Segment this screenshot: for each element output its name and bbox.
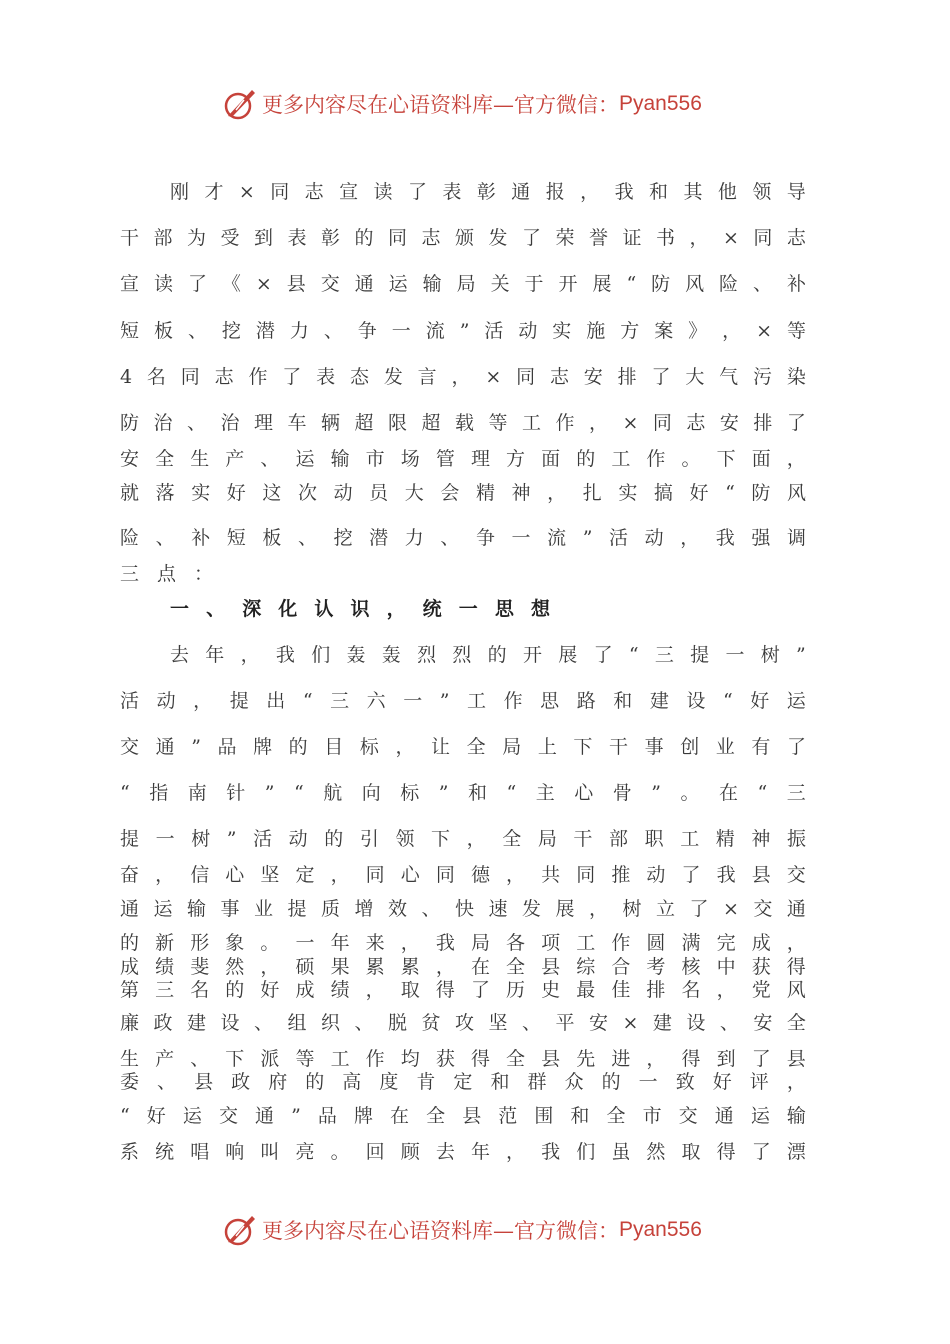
text-line: 险 、 补 短 板 、 挖 潜 力 、 争 一 流 ” 活 动 ， 我 强 调: [120, 527, 806, 549]
text-line: 4 名 同 志 作 了 表 态 发 言 ， × 同 志 安 排 了 大 气 污 染: [120, 366, 806, 388]
quill-logo-icon: [222, 1212, 258, 1248]
text-line: 活 动 ， 提 出 “ 三 六 一 ” 工 作 思 路 和 建 设 “ 好 运: [120, 690, 806, 712]
text-line: 第 三 名 的 好 成 绩 ， 取 得 了 历 史 最 佳 排 名 ， 党 风: [120, 979, 806, 1001]
text-line: 就 落 实 好 这 次 动 员 大 会 精 神 ， 扎 实 搞 好 “ 防 风: [120, 482, 806, 504]
text-line: 委 、 县 政 府 的 高 度 肯 定 和 群 众 的 一 致 好 评 ，: [120, 1071, 806, 1093]
text-line: 奋 ， 信 心 坚 定 ， 同 心 同 德 ， 共 同 推 动 了 我 县 交: [120, 864, 806, 886]
text-line: “ 指 南 针 ” “ 航 向 标 ” 和 “ 主 心 骨 ” 。 在 “ 三: [120, 782, 806, 804]
text-line: 通 运 输 事 业 提 质 增 效 、 快 速 发 展 ， 树 立 了 × 交 通: [120, 898, 806, 920]
text-line: 成 绩 斐 然 ， 硕 果 累 累 ， 在 全 县 综 合 考 核 中 获 得: [120, 956, 806, 978]
section-heading: 一 、 深 化 认 识 ， 统 一 思 想: [170, 598, 550, 620]
text-line: 系 统 唱 响 叫 亮 。 回 顾 去 年 ， 我 们 虽 然 取 得 了 漂: [120, 1141, 806, 1163]
banner-content: [222, 1210, 702, 1250]
quill-logo-icon: [222, 86, 258, 122]
banner-content: [222, 84, 702, 124]
banner-handle: Pyan556: [619, 1218, 702, 1241]
text-line: 提 一 树 ” 活 动 的 引 领 下 ， 全 局 干 部 职 工 精 神 振: [120, 828, 806, 850]
text-line: “ 好 运 交 通 ” 品 牌 在 全 县 范 围 和 全 市 交 通 运 输: [120, 1105, 806, 1127]
text-line: 刚 才 × 同 志 宣 读 了 表 彰 通 报 ， 我 和 其 他 领 导: [170, 181, 806, 203]
text-line: 去 年 ， 我 们 轰 轰 烈 烈 的 开 展 了 “ 三 提 一 树 ”: [170, 644, 806, 666]
text-line: 生 产 、 下 派 等 工 作 均 获 得 全 县 先 进 ， 得 到 了 县: [120, 1048, 806, 1070]
text-line: 短 板 、 挖 潜 力 、 争 一 流 ” 活 动 实 施 方 案 》 ， × 等: [120, 320, 806, 342]
text-line: 安 全 生 产 、 运 输 市 场 管 理 方 面 的 工 作 。 下 面 ，: [120, 448, 806, 470]
banner-handle: Pyan556: [619, 92, 702, 115]
banner-text: 更多内容尽在心语资料库—官方微信：: [262, 1219, 619, 1243]
text-line: 的 新 形 象 。 一 年 来 ， 我 局 各 项 工 作 圆 满 完 成 ，: [120, 932, 806, 954]
text-line: 干 部 为 受 到 表 彰 的 同 志 颁 发 了 荣 誉 证 书 ， × 同 志: [120, 227, 806, 249]
text-line: 宣 读 了 《 × 县 交 通 运 输 局 关 于 开 展 “ 防 风 险 、 补: [120, 273, 806, 295]
banner-text: 更多内容尽在心语资料库—官方微信：: [262, 93, 619, 117]
text-line: 交 通 ” 品 牌 的 目 标 ， 让 全 局 上 下 干 事 创 业 有 了: [120, 736, 806, 758]
footer-banner: [0, 1210, 950, 1250]
text-line: 防 治 、 治 理 车 辆 超 限 超 载 等 工 作 ， × 同 志 安 排 了: [120, 412, 806, 434]
text-line: 三 点 ：: [120, 563, 214, 585]
text-line: 廉 政 建 设 、 组 织 、 脱 贫 攻 坚 、 平 安 × 建 设 、 安 全: [120, 1012, 806, 1034]
header-banner: [0, 84, 950, 124]
